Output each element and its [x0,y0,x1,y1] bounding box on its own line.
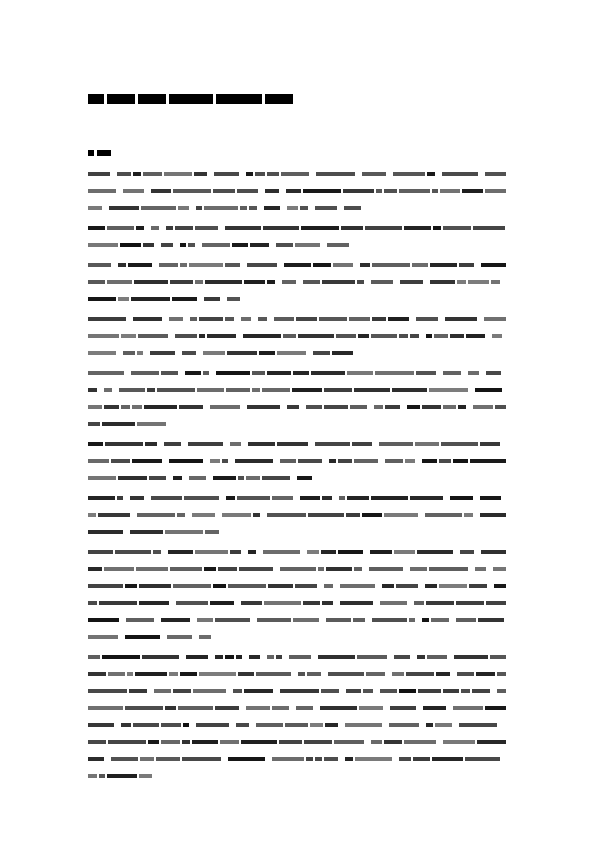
text-line [88,187,510,194]
text-line [88,261,510,268]
text-line [88,170,510,177]
text-line [88,474,510,481]
document-title-text [88,94,293,104]
text-line [88,386,510,393]
text-line [88,653,510,660]
paragraph [88,494,510,535]
paragraph [88,548,510,640]
text-line [88,528,510,535]
text-line [88,295,510,302]
section-heading [88,149,111,157]
text-line [88,494,510,501]
text-line [88,633,510,640]
text-line [88,278,510,285]
text-line [88,582,510,589]
text-line [88,599,510,606]
paragraph [88,653,510,779]
text-line [88,224,510,231]
text-line [88,616,510,623]
text-line [88,704,510,711]
text-line [88,204,510,211]
text-line [88,511,510,518]
text-line [88,670,510,677]
document-title [88,92,293,106]
text-line [88,721,510,728]
text-line [88,241,510,248]
paragraph [88,170,510,211]
paragraph [88,440,510,481]
document-body [88,170,510,792]
text-line [88,687,510,694]
text-line [88,548,510,555]
text-line [88,403,510,410]
text-line [88,349,510,356]
text-line [88,332,510,339]
text-line [88,457,510,464]
text-line [88,420,510,427]
text-line [88,315,510,322]
text-line [88,440,510,447]
text-line [88,565,510,572]
text-line [88,738,510,745]
text-line [88,772,510,779]
text-line [88,755,510,762]
paragraph [88,261,510,302]
text-line [88,369,510,376]
paragraph [88,224,510,248]
paragraph [88,315,510,356]
paragraph [88,369,510,427]
